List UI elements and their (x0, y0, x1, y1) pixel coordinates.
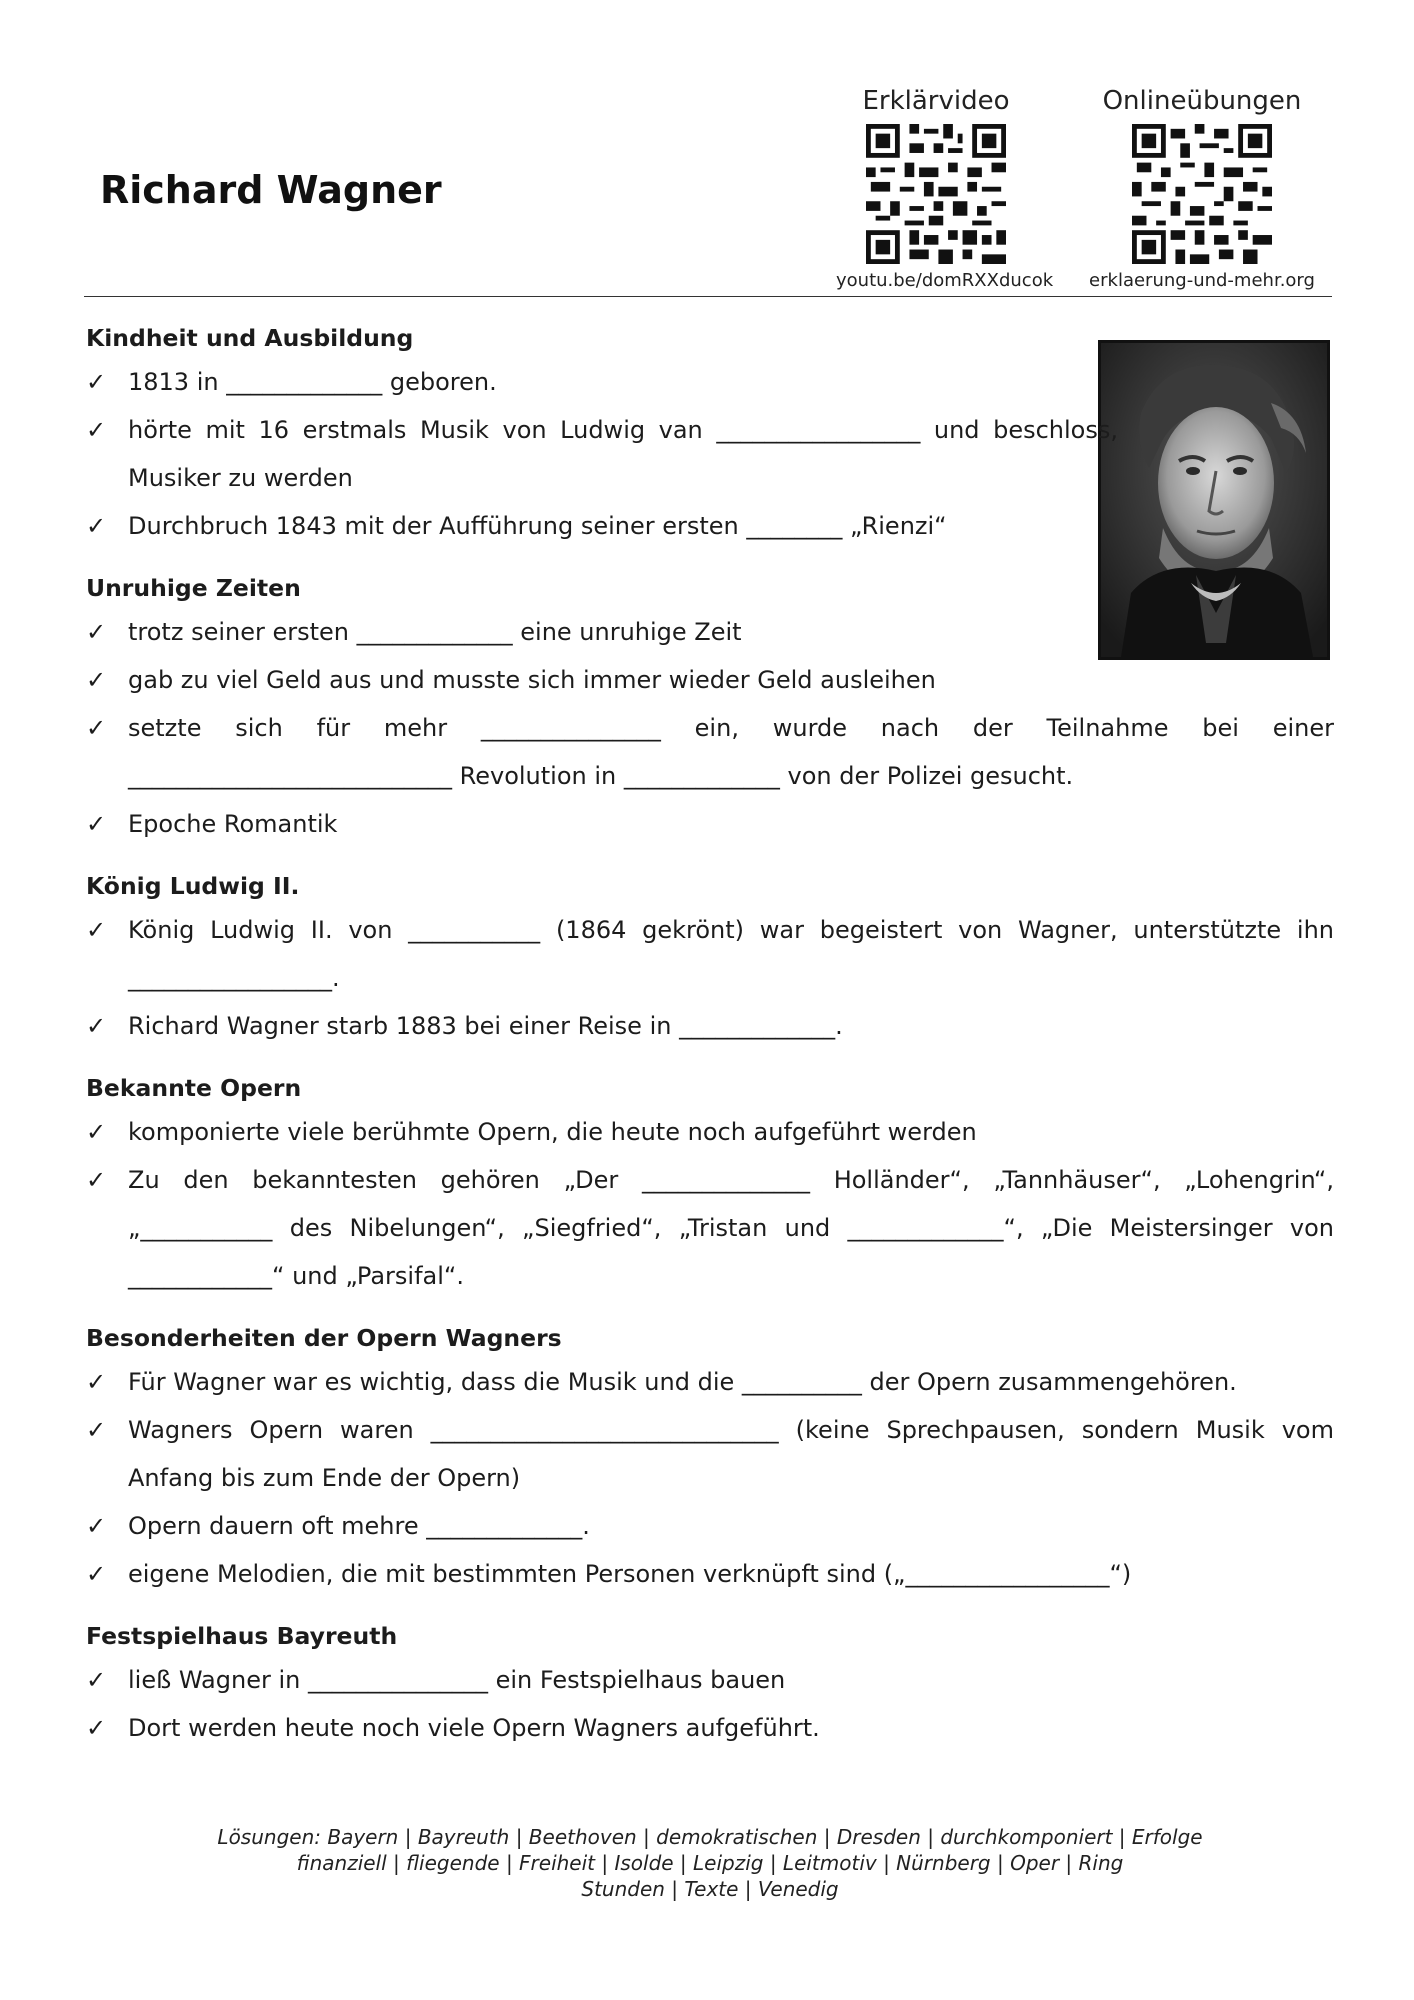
item-text: Zu den bekanntesten gehören „Der ______________ Holländer“, „Tannhäuser“, „Lohengrin“, „___________ des Nibelungen“, „Siegfried“, „Tristan und _____________“, „Die Meistersinger von ____________“ und „Parsifal“. (128, 1166, 1334, 1290)
checkmark-icon: ✓ (86, 810, 107, 838)
section-bekannte-opern (86, 1068, 1334, 1300)
item-text: eigene Melodien, die mit bestimmten Personen verknüpft sind („_________________“) (128, 1560, 1132, 1588)
checkmark-icon: ✓ (86, 1166, 107, 1194)
section-festspielhaus (86, 1616, 1334, 1752)
list-item (86, 502, 1118, 550)
qr-label-video: Erklärvideo (862, 86, 1010, 116)
qr-label-exercises: Onlineübungen (1102, 86, 1302, 116)
section-title: Unruhige Zeiten (86, 574, 301, 602)
list-item (86, 704, 1334, 800)
section-koenig-ludwig (86, 866, 1334, 1050)
checkmark-icon: ✓ (86, 1012, 107, 1040)
checkmark-icon: ✓ (86, 618, 107, 646)
checkmark-icon: ✓ (86, 1368, 107, 1396)
list-item (86, 406, 1118, 502)
checkmark-icon: ✓ (86, 916, 107, 944)
item-text: 1813 in _____________ geboren. (128, 368, 497, 396)
section-title: Kindheit und Ausbildung (86, 324, 414, 352)
list-item (86, 1502, 1334, 1550)
item-text: Durchbruch 1843 mit der Aufführung seiner ersten ________ „Rienzi“ (128, 512, 947, 540)
item-text: hörte mit 16 erstmals Musik von Ludwig van _________________ und beschloss, Musiker zu werden (128, 416, 1118, 492)
qr-block-video (836, 86, 1054, 291)
worksheet-content (86, 318, 1334, 1752)
item-text: Richard Wagner starb 1883 bei einer Reise in _____________. (128, 1012, 843, 1040)
item-text: trotz seiner ersten _____________ eine unruhige Zeit (128, 618, 742, 646)
list-item (86, 358, 1118, 406)
item-text: Epoche Romantik (128, 810, 338, 838)
list-item (86, 1156, 1334, 1300)
list-item (86, 800, 1334, 848)
item-text: Für Wagner war es wichtig, dass die Musik und die __________ der Opern zusammengehören. (128, 1368, 1237, 1396)
list-item (86, 1002, 1334, 1050)
checkmark-icon: ✓ (86, 1714, 107, 1742)
solutions-line: finanziell | fliegende | Freiheit | Isolde | Leipzig | Leitmotiv | Nürnberg | Oper | Ring (296, 1851, 1124, 1875)
solutions-line: Lösungen: Bayern | Bayreuth | Beethoven | demokratischen | Dresden | durchkomponiert | Erfolge (217, 1825, 1203, 1849)
checkmark-icon: ✓ (86, 1416, 107, 1444)
checkmark-icon: ✓ (86, 416, 107, 444)
list-item (86, 906, 1334, 1002)
list-item (86, 1550, 1334, 1598)
checkmark-icon: ✓ (86, 1118, 107, 1146)
list-item (86, 608, 1118, 656)
checkmark-icon: ✓ (86, 1512, 107, 1540)
header-divider (84, 296, 1332, 297)
section-title: Bekannte Opern (86, 1074, 302, 1102)
qr-code-icon[interactable] (866, 124, 1006, 264)
list-item (86, 656, 1334, 704)
list-item (86, 1108, 1334, 1156)
qr-block-exercises (1082, 86, 1322, 291)
list-item (86, 1358, 1334, 1406)
section-title: König Ludwig II. (86, 872, 300, 900)
item-text: Wagners Opern waren _____________________________ (keine Sprechpausen, sondern Musik vom Anfang bis zum Ende der Opern) (128, 1416, 1334, 1492)
item-text: König Ludwig II. von ___________ (1864 gekrönt) war begeistert von Wagner, unterstützte ihn _________________. (128, 916, 1334, 992)
item-text: Opern dauern oft mehre _____________. (128, 1512, 590, 1540)
qr-code-icon[interactable] (1132, 124, 1272, 264)
checkmark-icon: ✓ (86, 1666, 107, 1694)
page-title: Richard Wagner (100, 168, 442, 212)
checkmark-icon: ✓ (86, 512, 107, 540)
section-title: Festspielhaus Bayreuth (86, 1622, 398, 1650)
checkmark-icon: ✓ (86, 666, 107, 694)
section-besonderheiten (86, 1318, 1334, 1598)
item-text: gab zu viel Geld aus und musste sich immer wieder Geld ausleihen (128, 666, 936, 694)
solutions-line: Stunden | Texte | Venedig (581, 1877, 839, 1901)
checkmark-icon: ✓ (86, 1560, 107, 1588)
item-text: komponierte viele berühmte Opern, die heute noch aufgeführt werden (128, 1118, 977, 1146)
item-text: ließ Wagner in _______________ ein Festspielhaus bauen (128, 1666, 786, 1694)
section-unruhige-zeiten (86, 568, 1334, 848)
section-title: Besonderheiten der Opern Wagners (86, 1324, 562, 1352)
checkmark-icon: ✓ (86, 368, 107, 396)
item-text: setzte sich für mehr _______________ ein, wurde nach der Teilnahme bei einer ___________________________ Revolution in _____________ von der Polizei gesucht. (128, 714, 1334, 790)
item-text: Dort werden heute noch viele Opern Wagners aufgeführt. (128, 1714, 820, 1742)
list-item (86, 1704, 1334, 1752)
solutions-box (150, 1824, 1270, 1902)
list-item (86, 1406, 1334, 1502)
qr-url-video[interactable]: youtu.be/domRXXducok (836, 270, 1054, 291)
list-item (86, 1656, 1334, 1704)
qr-url-exercises[interactable]: erklaerung-und-mehr.org (1089, 270, 1315, 291)
checkmark-icon: ✓ (86, 714, 107, 742)
section-kindheit (86, 318, 1334, 550)
